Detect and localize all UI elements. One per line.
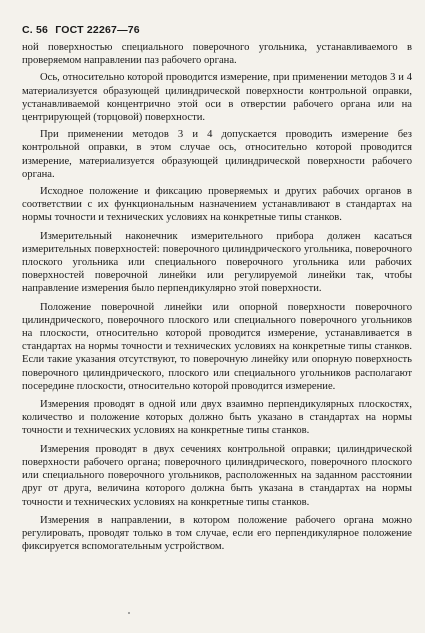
document-page xyxy=(22,24,412,557)
page-header xyxy=(22,24,412,36)
paragraph-measurement-planes: Измерения проводят в одной или двух взаимно перпендикулярных плоскостях, количество и положение которых должно быть указано в стандартах на нормы точности и технических условиях на конкретные типы станков. xyxy=(22,399,412,437)
paragraph-axis-materialization: Ось, относительно которой проводится измерение, при применении методов 3 и 4 материализуется образующей цилиндрической поверхности контрольной оправки, устанавливаемой концентрично этой оси в отверстии рабочего органа или на центрирующей (торцовой) поверхности. xyxy=(22,72,412,124)
paragraph-two-sections: Измерения проводят в двух сечениях контрольной оправки; цилиндрической поверхности рабочего органа; поверочного цилиндрического, поверочного плоского или специального поверочного угольников, расположенных на заданном расстоянии друг от друга, величина которого должна быть указана в стандартах на нормы точности и технических условиях на конкретные типы станков. xyxy=(22,443,412,508)
paragraph-straightedge-position: Положение поверочной линейки или опорной поверхности поверочного цилиндрического, поверочного плоского или специального поверочного угольников на плоскости, относительно которой проводится измерение, устанавливается в стандартах на нормы точности и технических условиях на конкретные типы станков. Если такие указания отсутствуют, то поверочную линейку или опорную поверхность поверочного цилиндрического, плоского или специального угольников располагают посередине плоскости, относительно которой проводится измерение. xyxy=(22,301,412,392)
paragraph-initial-position: Исходное положение и фиксацию проверяемых и других рабочих органов в соответствии с их функциональным назначением устанавливают в стандартах на нормы точности и технических условиях на конкретные типы станков. xyxy=(22,186,412,224)
standard-designation: ГОСТ 22267—76 xyxy=(55,24,140,36)
paragraph-without-mandrel: При применении методов 3 и 4 допускается проводить измерение без контрольной оправки, в этом случае ось, относительно которой проводится измерение, материализуется образующей цилиндрической поверхности рабочего органа. xyxy=(22,129,412,180)
scan-speck xyxy=(128,612,130,614)
page-number: С. 56 xyxy=(22,24,49,36)
paragraph-adjustable-direction: Измерения в направлении, в котором положение рабочего органа можно регулировать, проводят только в том случае, если его перпендикулярное положение фиксируется вспомогательным устройством. xyxy=(22,514,412,553)
paragraph-measuring-tip: Измерительный наконечник измерительного прибора должен касаться измерительных поверхностей: поверочного цилиндрического угольника, поверочного плоского угольника или специального поверочного угольника или рабочих поверхностей поверочной линейки или регулируемой линейки так, чтобы направление измерения было перпендикулярно этой поверхности. xyxy=(22,230,412,295)
paragraph-continuation: ной поверхностью специального поверочного угольника, устанавливаемого в проверяемом направлении паз рабочего органа. xyxy=(22,42,412,67)
